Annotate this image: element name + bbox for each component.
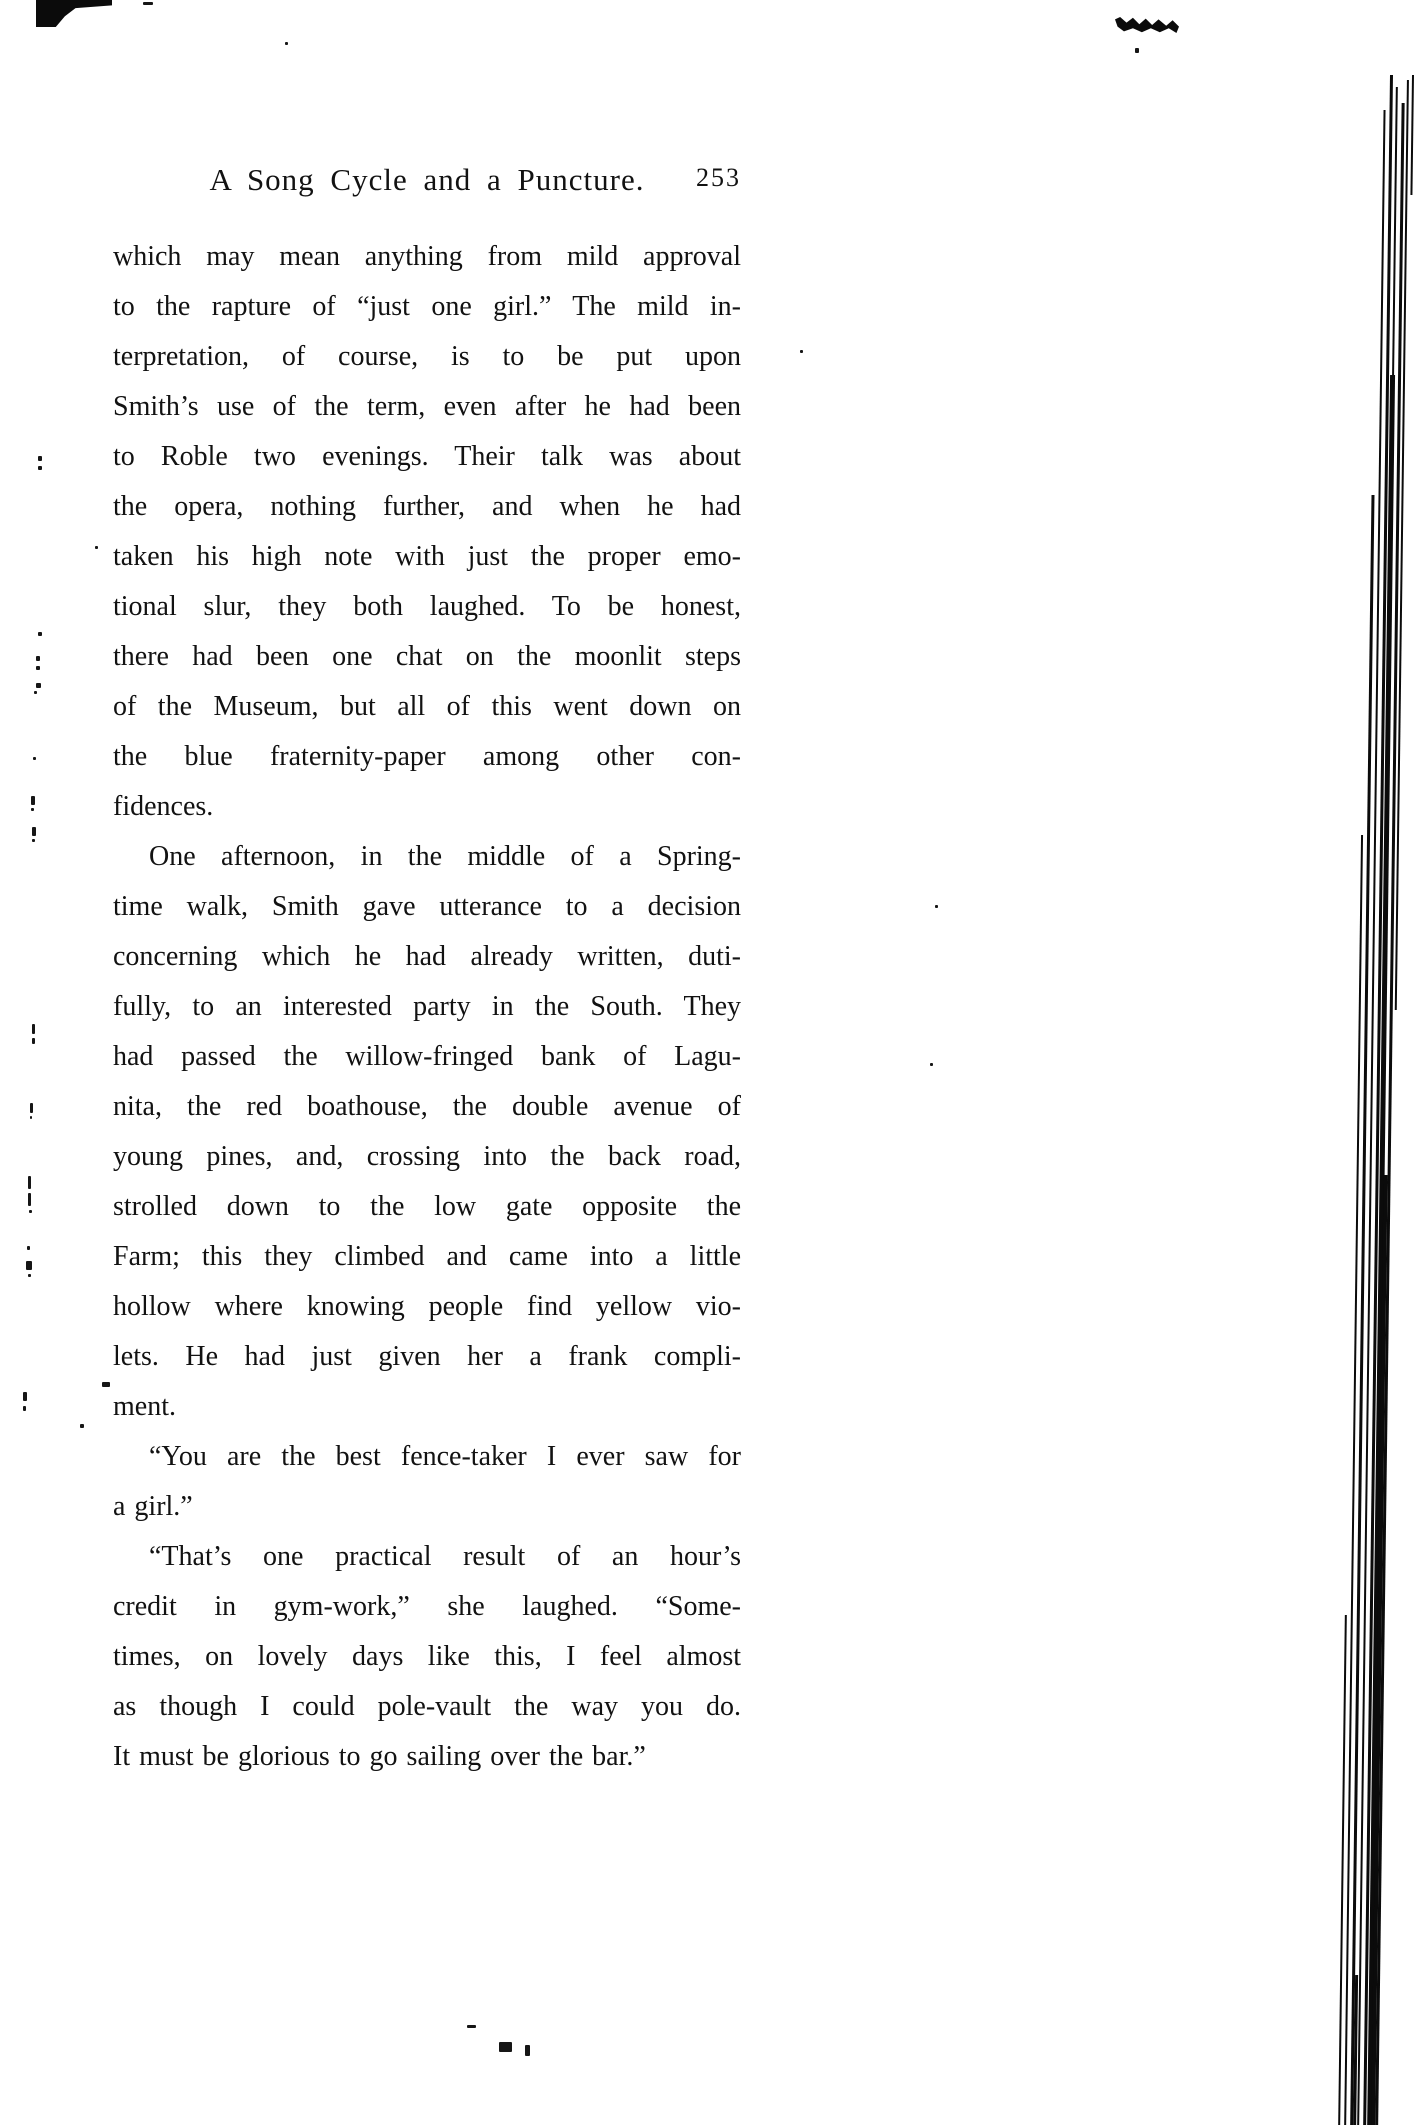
ink-speck — [30, 1103, 33, 1113]
text-line: strolled down to the low gate opposite the — [113, 1191, 741, 1222]
ink-speck — [31, 796, 35, 805]
ink-speck — [27, 1246, 30, 1250]
text-line: taken his high note with just the proper emo- — [113, 541, 741, 572]
chapter-title: A Song Cycle and a Puncture. — [209, 162, 645, 197]
scan-squiggle-top-right — [1115, 17, 1179, 33]
text-line: of the Museum, but all of this went down on — [113, 691, 741, 722]
text-line: terpretation, of course, is to be put upon — [113, 341, 741, 372]
text-line: tional slur, they both laughed. To be honest, — [113, 591, 741, 622]
text-line: Smith’s use of the term, even after he had been — [113, 391, 741, 422]
ink-speck — [102, 1382, 110, 1387]
ink-speck — [32, 1024, 35, 1034]
text-line: time walk, Smith gave utterance to a decision — [113, 891, 741, 922]
text-line: to the rapture of “just one girl.” The mild in- — [113, 291, 741, 322]
ink-speck — [36, 666, 40, 670]
ink-speck — [38, 456, 42, 461]
ink-speck — [28, 1274, 31, 1277]
ink-speck — [36, 656, 40, 661]
page-edge-scan-lines — [1323, 75, 1417, 2125]
text-line: It must be glorious to go sailing over the bar.” — [113, 1741, 646, 1772]
ink-speck — [23, 1406, 26, 1411]
text-line: young pines, and, crossing into the back road, — [113, 1141, 741, 1172]
text-line: the blue fraternity-paper among other con- — [113, 741, 741, 772]
text-line: times, on lovely days like this, I feel almost — [113, 1641, 741, 1672]
text-line: Farm; this they climbed and came into a little — [113, 1241, 741, 1272]
text-line: ment. — [113, 1391, 176, 1422]
ink-speck — [935, 905, 938, 908]
ink-speck — [285, 42, 288, 45]
page-text — [113, 232, 741, 1782]
text-line: One afternoon, in the middle of a Spring- — [149, 841, 741, 872]
ink-speck — [32, 839, 35, 842]
text-line: which may mean anything from mild approval — [113, 241, 741, 272]
text-line: “That’s one practical result of an hour’s — [149, 1541, 741, 1572]
text-line: nita, the red boathouse, the double avenue of — [113, 1091, 741, 1122]
ink-speck — [800, 350, 803, 353]
page-number: 253 — [696, 163, 741, 192]
ink-speck — [36, 683, 41, 688]
ink-speck — [29, 1210, 32, 1213]
text-line: lets. He had just given her a frank compli- — [113, 1341, 741, 1372]
text-line: “You are the best fence-taker I ever saw for — [149, 1441, 741, 1472]
ink-speck — [32, 827, 36, 836]
text-line: as though I could pole-vault the way you do. — [113, 1691, 741, 1722]
text-line: the opera, nothing further, and when he had — [113, 491, 741, 522]
ink-speck — [930, 1063, 933, 1066]
ink-speck — [80, 1424, 84, 1428]
ink-speck — [23, 1392, 27, 1401]
text-line: had passed the willow-fringed bank of Lagu- — [113, 1041, 741, 1072]
ink-speck — [38, 466, 42, 470]
ink-speck — [499, 2042, 512, 2052]
ink-speck — [26, 1261, 32, 1270]
ink-speck — [28, 1176, 31, 1189]
ink-speck — [1135, 48, 1139, 53]
paragraph — [113, 232, 741, 832]
text-line: a girl.” — [113, 1491, 193, 1522]
paragraph — [113, 832, 741, 1432]
ink-speck — [30, 1116, 32, 1119]
running-header — [113, 162, 741, 212]
ink-speck — [143, 2, 153, 5]
scan-smudge-top-left — [36, 0, 112, 27]
ink-speck — [467, 2025, 476, 2028]
text-line: concerning which he had already written, duti- — [113, 941, 741, 972]
text-line: to Roble two evenings. Their talk was about — [113, 441, 741, 472]
ink-speck — [32, 1038, 35, 1044]
ink-speck — [525, 2045, 530, 2056]
edge-scan-line — [1410, 75, 1414, 195]
text-line: fully, to an interested party in the South. They — [113, 991, 741, 1022]
ink-speck — [33, 757, 36, 760]
paragraph — [113, 1432, 741, 1532]
text-line: there had been one chat on the moonlit steps — [113, 641, 741, 672]
ink-speck — [34, 691, 37, 694]
ink-speck — [95, 546, 98, 549]
ink-speck — [38, 632, 42, 636]
paragraph — [113, 1532, 741, 1782]
ink-speck — [28, 1193, 31, 1206]
text-line: credit in gym-work,” she laughed. “Some- — [113, 1591, 741, 1622]
ink-speck — [31, 808, 34, 811]
text-line: fidences. — [113, 791, 214, 822]
text-line: hollow where knowing people find yellow vio- — [113, 1291, 741, 1322]
